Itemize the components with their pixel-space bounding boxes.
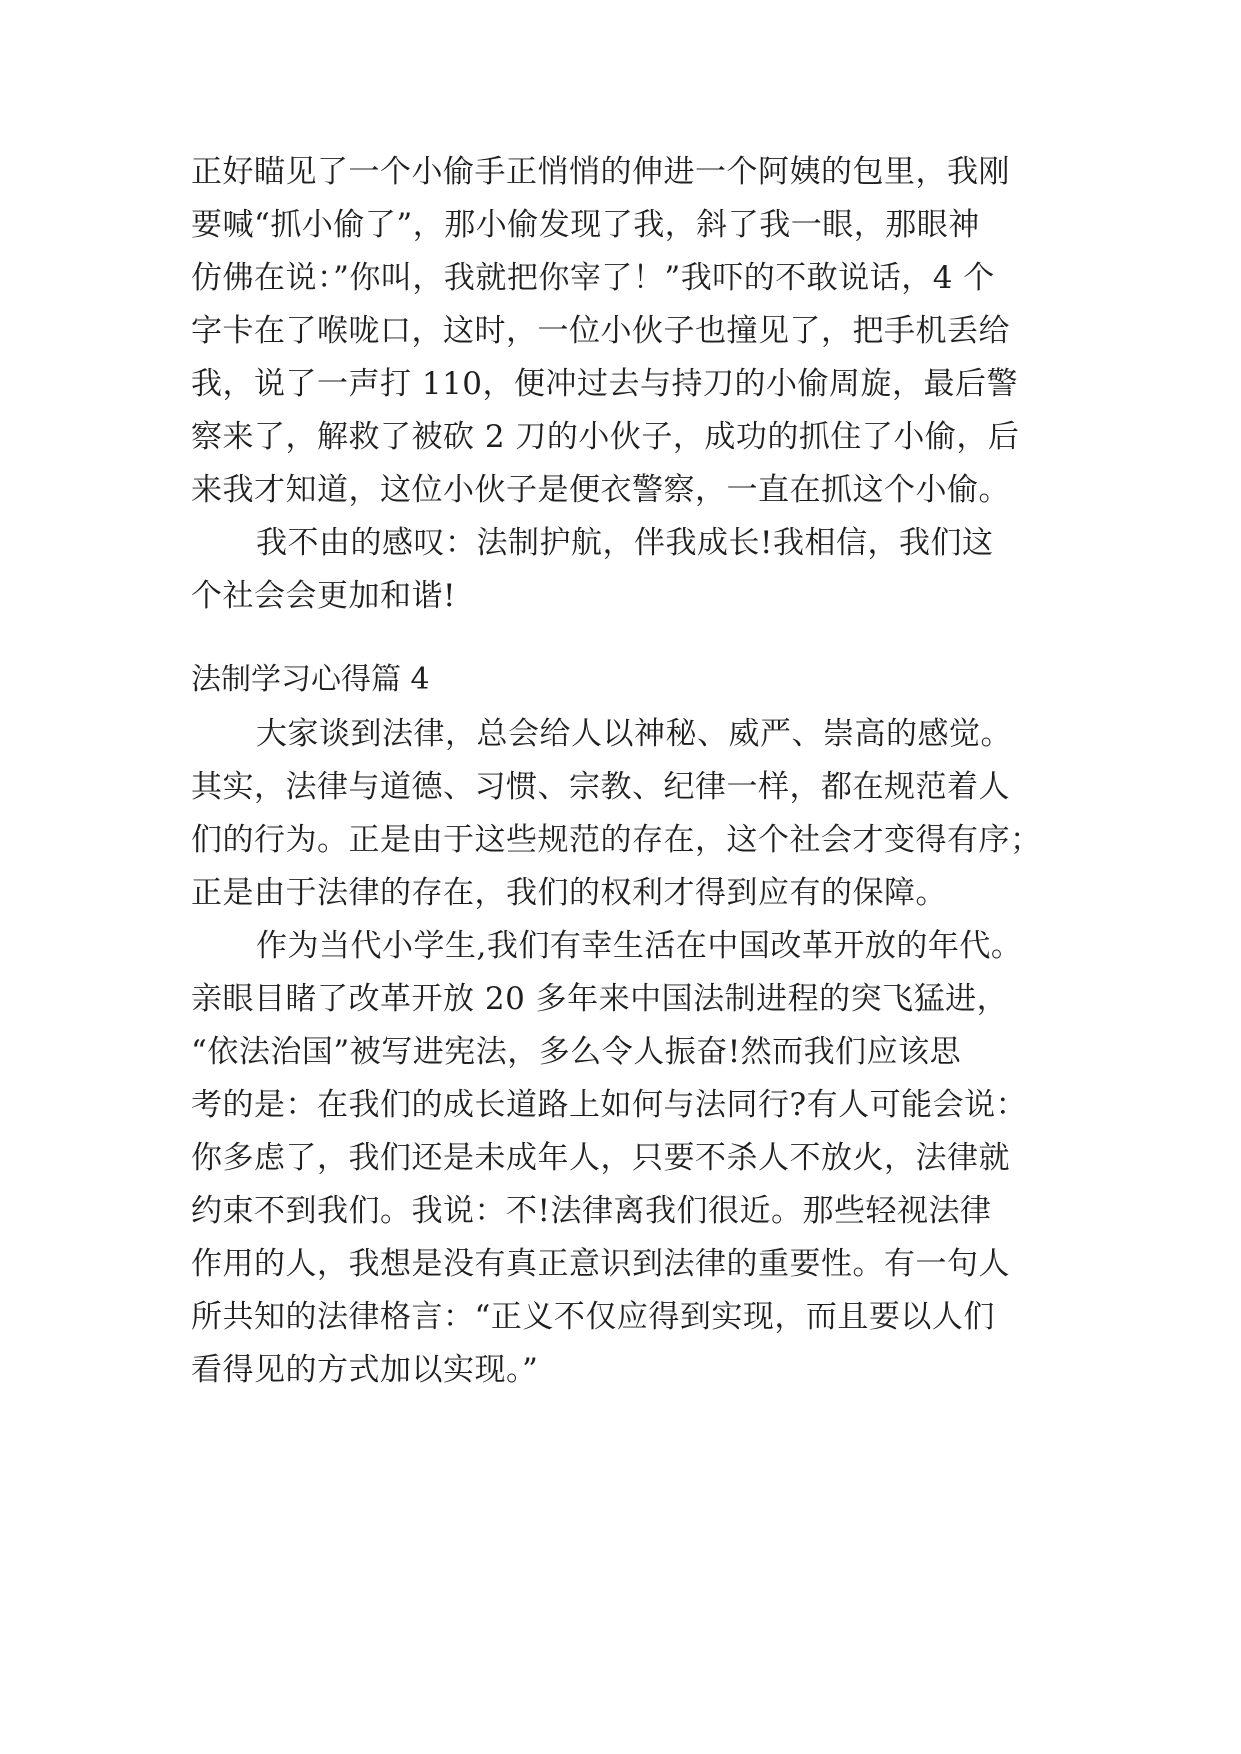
paragraph-line: 亲眼目睹了改革开放 20 多年来中国法制进程的突飞猛进， bbox=[191, 981, 1009, 1017]
paragraph-line: 字卡在了喉咙口，这时，一位小伙子也撞见了，把手机丢给 bbox=[191, 313, 1010, 349]
paragraph-line: “依法治国”被写进宪法，多么令人振奋!然而我们应该思 bbox=[191, 1034, 962, 1070]
paragraph-line: 考的是：在我们的成长道路上如何与法同行?有人可能会说： bbox=[191, 1087, 1028, 1123]
paragraph-line: 作用的人，我想是没有真正意识到法律的重要性。有一句人 bbox=[191, 1246, 1010, 1282]
paragraph-line: 正是由于法律的存在，我们的权利才得到应有的保障。 bbox=[191, 875, 947, 911]
paragraph-line: 大家谈到法律，总会给人以神秘、威严、崇高的感觉。 bbox=[256, 716, 1012, 752]
paragraph-line: 我，说了一声打 110，便冲过去与持刀的小偷周旋，最后警 bbox=[191, 366, 1019, 402]
paragraph-line: 所共知的法律格言：“正义不仅应得到实现，而且要以人们 bbox=[191, 1299, 995, 1335]
paragraph-line: 们的行为。正是由于这些规范的存在，这个社会才变得有序； bbox=[191, 822, 1042, 858]
paragraph-line: 仿佛在说：”你叫，我就把你宰了！”我吓的不敢说话，4 个 bbox=[191, 260, 995, 296]
paragraph-line: 正好瞄见了一个小偷手正悄悄的伸进一个阿姨的包里，我刚 bbox=[191, 154, 1010, 190]
section-heading: 法制学习心得篇 4 bbox=[191, 662, 430, 697]
paragraph-line: 要喊“抓小偷了”，那小偷发现了我，斜了我一眼，那眼神 bbox=[191, 207, 980, 243]
paragraph-line: 看得见的方式加以实现。” bbox=[191, 1352, 539, 1388]
paragraph-line: 你多虑了，我们还是未成年人，只要不杀人不放火，法律就 bbox=[191, 1140, 1010, 1176]
paragraph-line: 约束不到我们。我说：不!法律离我们很近。那些轻视法律 bbox=[191, 1193, 992, 1229]
paragraph-line: 作为当代小学生,我们有幸生活在中国改革开放的年代。 bbox=[256, 928, 1023, 964]
paragraph-line: 其实，法律与道德、习惯、宗教、纪律一样，都在规范着人 bbox=[191, 769, 1010, 805]
paragraph-line: 察来了，解救了被砍 2 刀的小伙子，成功的抓住了小偷，后 bbox=[191, 419, 1020, 455]
paragraph-line: 个社会会更加和谐! bbox=[191, 578, 456, 614]
paragraph-line: 来我才知道，这位小伙子是便衣警察，一直在抓这个小偷。 bbox=[191, 472, 1010, 508]
paragraph-line: 我不由的感叹：法制护航，伴我成长!我相信，我们这 bbox=[256, 525, 994, 561]
